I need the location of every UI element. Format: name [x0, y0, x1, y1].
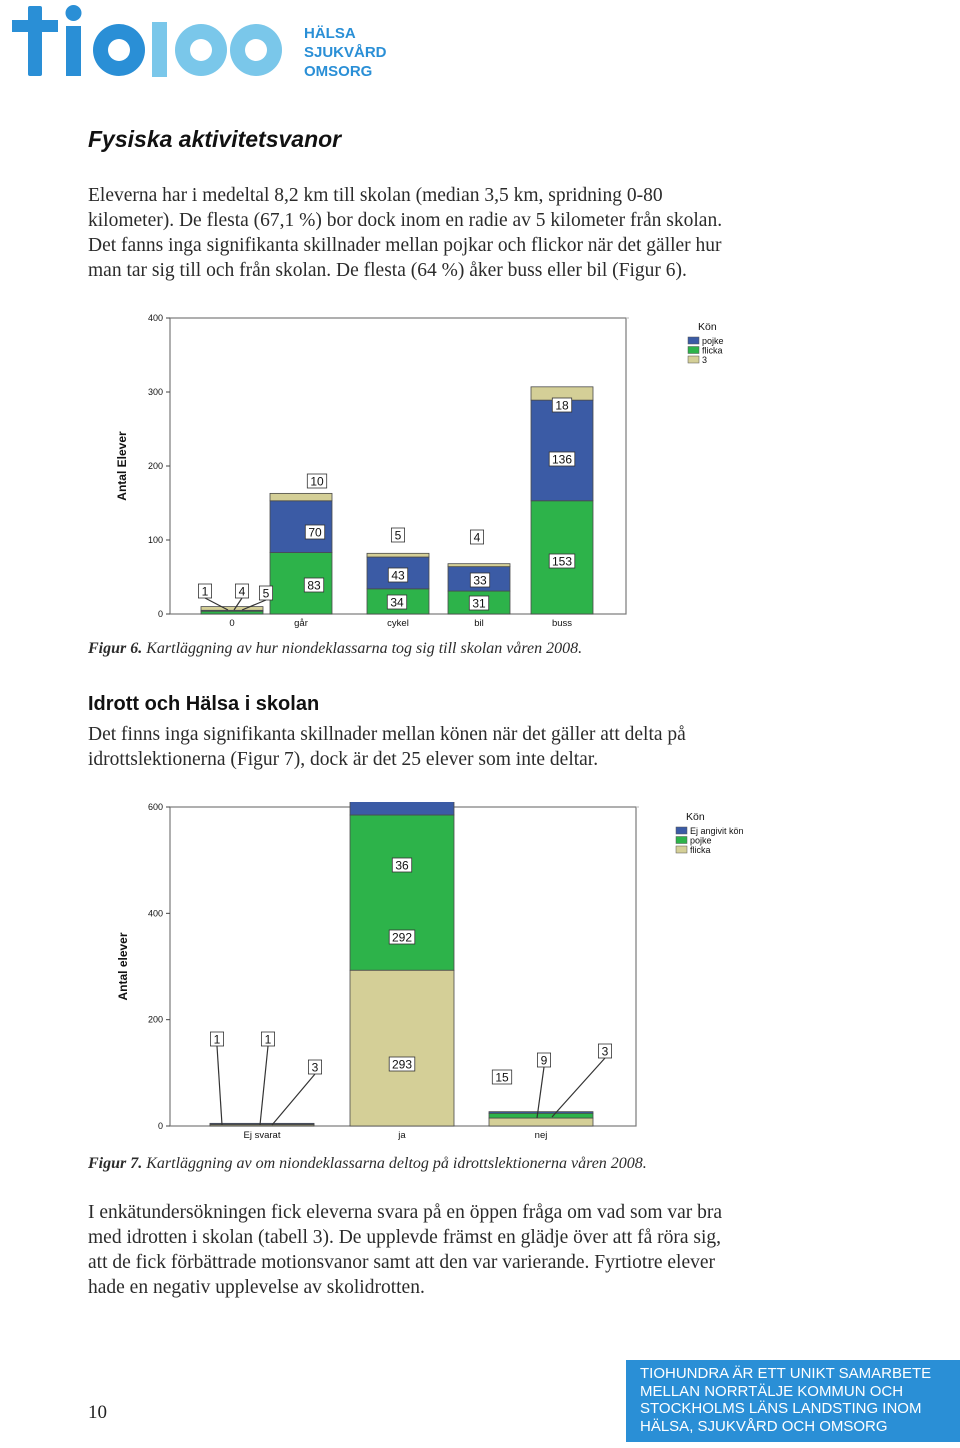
- data-label: 36: [395, 858, 409, 873]
- figure6-caption: [88, 640, 582, 658]
- bar-segment: [531, 400, 593, 501]
- legend-swatch: [676, 827, 687, 834]
- section-heading-idrott: Idrott och Hälsa i skolan: [88, 693, 320, 715]
- footer-line: HÄLSA, SJUKVÅRD OCH OMSORG: [640, 1417, 888, 1435]
- data-label: 153: [551, 554, 573, 569]
- figure6-caption-label: Figur 6.: [88, 640, 143, 657]
- y-tick-label: 600: [147, 802, 163, 812]
- x-tick-label: cykel: [387, 618, 409, 629]
- bar-segment: [367, 553, 429, 557]
- legend-label: pojke: [702, 336, 724, 346]
- paragraph-line: man tar sig till och från skolan. De flesta (64 %) åker buss eller bil (Figur 6).: [88, 260, 687, 281]
- figure7-caption-label: Figur 7.: [88, 1155, 143, 1172]
- data-label: 5: [262, 586, 270, 601]
- y-tick-label: 200: [147, 1014, 163, 1025]
- logo-sub-line: HÄLSA: [304, 25, 356, 42]
- data-label: 15: [495, 1070, 509, 1085]
- x-tick-label: nej: [534, 1130, 548, 1141]
- legend-label: flicka: [690, 845, 711, 855]
- bar-segment: [489, 1112, 593, 1114]
- figure7-caption-text: Kartläggning av om niondeklassarna deltog på idrottslektionerna våren 2008.: [142, 1155, 647, 1172]
- y-tick-label: 300: [147, 387, 163, 397]
- section-heading-fysiska: Fysiska aktivitetsvanor: [88, 126, 342, 152]
- data-label: 43: [391, 568, 405, 583]
- paragraph-line: Det fanns inga signifikanta skillnader mellan pojkar och flickor när det gäller hur: [88, 235, 722, 256]
- legend-swatch: [676, 846, 687, 853]
- paragraph-line: att de fick förbättrade motionsvanor samt att den var varierande. Fyrtiotre elever: [88, 1252, 715, 1273]
- paragraph-line: hade en negativ upplevelse av skolidrotten.: [88, 1277, 425, 1298]
- legend-title: Kön: [698, 321, 717, 333]
- y-axis-label: Antal elever: [116, 932, 130, 1001]
- y-tick-label: 0: [157, 609, 163, 619]
- data-label: 4: [238, 584, 246, 599]
- figure6-caption-text: Kartläggning av hur niondeklassarna tog sig till skolan våren 2008.: [142, 640, 583, 657]
- page-number: 10: [88, 1402, 107, 1423]
- logo-subtitle: [304, 24, 444, 81]
- paragraph-line: I enkätundersökningen fick eleverna svara på en öppen fråga om vad som var bra: [88, 1202, 723, 1223]
- figure7-chart: [110, 802, 780, 1147]
- data-label: 34: [390, 595, 404, 610]
- footer-line: MELLAN NORRTÄLJE KOMMUN OCH: [640, 1382, 904, 1400]
- bar-segment: [270, 493, 332, 500]
- bar-segment: [489, 1113, 593, 1118]
- legend-swatch: [688, 347, 699, 354]
- data-label: 70: [308, 525, 322, 540]
- legend-label: flicka: [702, 345, 723, 356]
- data-label: 4: [473, 530, 481, 545]
- bar-segment: [210, 1123, 314, 1124]
- data-label: 1: [201, 584, 209, 599]
- legend-label: Ej angivit kön: [690, 826, 744, 836]
- data-label: 9: [540, 1053, 548, 1068]
- data-label: 10: [310, 474, 324, 489]
- footer-info-box: [626, 1360, 960, 1442]
- legend-swatch: [688, 356, 699, 363]
- figure6-chart: [110, 312, 750, 632]
- bar-segment: [350, 970, 454, 1126]
- data-label: 83: [307, 578, 321, 593]
- data-label: 18: [555, 398, 569, 413]
- y-tick-label: 200: [147, 461, 163, 471]
- bar-segment: [489, 1118, 593, 1126]
- data-label: 3: [601, 1044, 609, 1059]
- x-tick-label: buss: [551, 618, 573, 629]
- x-tick-label: ja: [398, 1130, 406, 1141]
- paragraph-line: Det finns inga signifikanta skillnader mellan könen när det gäller att delta på: [88, 724, 686, 745]
- y-tick-label: 0: [157, 1121, 163, 1131]
- data-label: 3: [311, 1060, 319, 1075]
- bar-segment: [350, 815, 454, 970]
- x-tick-label: bil: [474, 618, 484, 629]
- y-tick-label: 100: [147, 535, 163, 545]
- data-label: 31: [472, 596, 486, 611]
- figure7-caption: [88, 1155, 647, 1173]
- legend-swatch: [676, 837, 687, 844]
- legend-title: Kön: [686, 811, 705, 823]
- paragraph-line: idrottslektionerna (Figur 7), dock är det 25 elever som inte deltar.: [88, 749, 599, 770]
- data-label: 5: [394, 528, 402, 543]
- paragraph-line: Eleverna har i medeltal 8,2 km till skolan (median 3,5 km, spridning 0-80: [88, 185, 663, 206]
- section2-paragraph: [88, 722, 868, 772]
- legend-label: 3: [702, 355, 708, 365]
- y-tick-label: 400: [147, 908, 163, 919]
- tio100-logo: [4, 2, 304, 84]
- section3-paragraph: [88, 1200, 868, 1300]
- footer-line: TIOHUNDRA ÄR ETT UNIKT SAMARBETE: [640, 1365, 932, 1382]
- legend-label: pojke: [690, 835, 712, 846]
- bar-segment: [201, 607, 263, 611]
- section1-paragraph: [88, 183, 868, 283]
- bar-segment: [448, 564, 510, 567]
- paragraph-line: kilometer). De flesta (67,1 %) bor dock inom en radie av 5 kilometer från skolan.: [88, 210, 723, 231]
- x-tick-label: går: [294, 618, 308, 629]
- logo-sub-line: SJUKVÅRD: [304, 44, 387, 61]
- legend-swatch: [688, 337, 699, 344]
- data-label: 33: [473, 573, 487, 588]
- data-label: 1: [213, 1032, 221, 1047]
- data-label: 292: [391, 930, 413, 945]
- footer-line: STOCKHOLMS LÄNS LANDSTING INOM: [640, 1400, 922, 1417]
- data-label: 136: [551, 452, 573, 467]
- bar-segment: [350, 802, 454, 815]
- x-tick-label: Ej svarat: [243, 1130, 281, 1141]
- logo-sub-line: OMSORG: [304, 63, 373, 80]
- y-axis-label: Antal Elever: [115, 431, 129, 501]
- x-tick-label: 0: [229, 618, 235, 629]
- paragraph-line: med idrotten i skolan (tabell 3). De upplevde främst en glädje över att få röra sig,: [88, 1227, 721, 1248]
- y-tick-label: 400: [147, 313, 163, 323]
- data-label: 293: [391, 1057, 413, 1072]
- data-label: 1: [264, 1032, 272, 1047]
